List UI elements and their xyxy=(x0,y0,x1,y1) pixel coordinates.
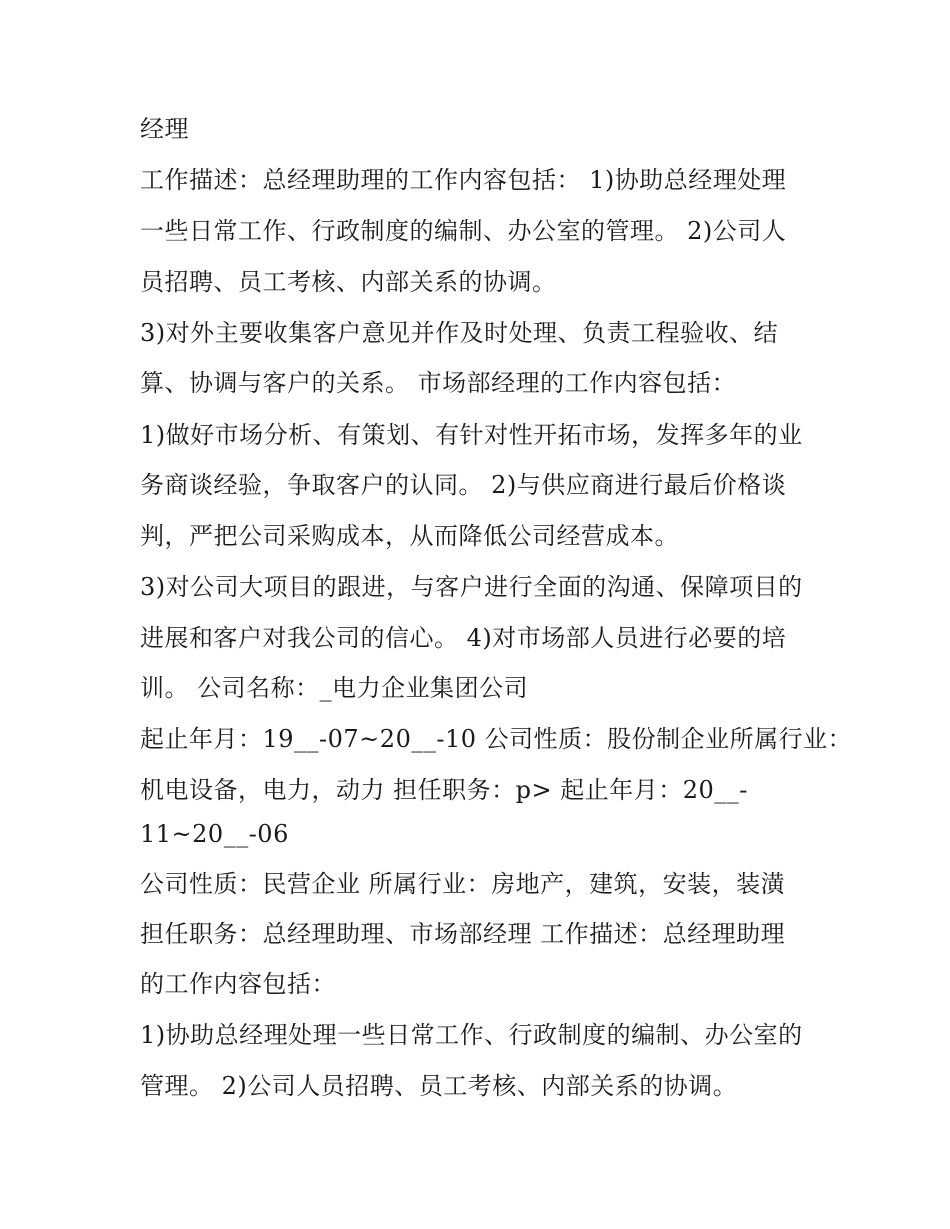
text-line: 公司性质：民营企业 所属行业：房地产，建筑，安装，装潢 xyxy=(140,870,786,898)
text-line: 经理 xyxy=(140,115,189,143)
text-line: 1)做好市场分析、有策划、有针对性开拓市场，发挥多年的业 xyxy=(140,421,803,449)
text-line: 机电设备，电力，动力 担任职务：p> 起止年月：20__- xyxy=(140,776,748,804)
text-line: 担任职务：总经理助理、市场部经理 工作描述：总经理助理 xyxy=(140,920,786,948)
text-line: 1)协助总经理处理一些日常工作、行政制度的编制、办公室的 xyxy=(140,1021,803,1049)
text-line: 算、协调与客户的关系。 市场部经理的工作内容包括： xyxy=(140,369,737,397)
text-line: 11~20__-06 xyxy=(140,820,289,848)
text-line: 一些日常工作、行政制度的编制、办公室的管理。 2)公司人 xyxy=(140,217,787,245)
text-line: 务商谈经验，争取客户的认同。 2)与供应商进行最后价格谈 xyxy=(140,471,787,499)
text-line: 3)对外主要收集客户意见并作及时处理、负责工程验收、结 xyxy=(140,319,779,347)
text-line: 判，严把公司采购成本，从而降低公司经营成本。 xyxy=(140,522,679,550)
text-line: 训。 公司名称：_电力企业集团公司 xyxy=(140,674,529,702)
text-line: 3)对公司大项目的跟进，与客户进行全面的沟通、保障项目的 xyxy=(140,573,803,601)
text-line: 工作描述：总经理助理的工作内容包括： 1)协助总经理处理 xyxy=(140,166,787,194)
text-line: 管理。 2)公司人员招聘、员工考核、内部关系的协调。 xyxy=(140,1072,738,1100)
text-line: 员招聘、员工考核、内部关系的协调。 xyxy=(140,268,557,296)
text-line: 起止年月：19__-07~20__-10 公司性质：股份制企业所属行业： xyxy=(140,725,853,753)
text-line: 进展和客户对我公司的信心。 4)对市场部人员进行必要的培 xyxy=(140,624,787,652)
text-line: 的工作内容包括： xyxy=(140,970,336,998)
